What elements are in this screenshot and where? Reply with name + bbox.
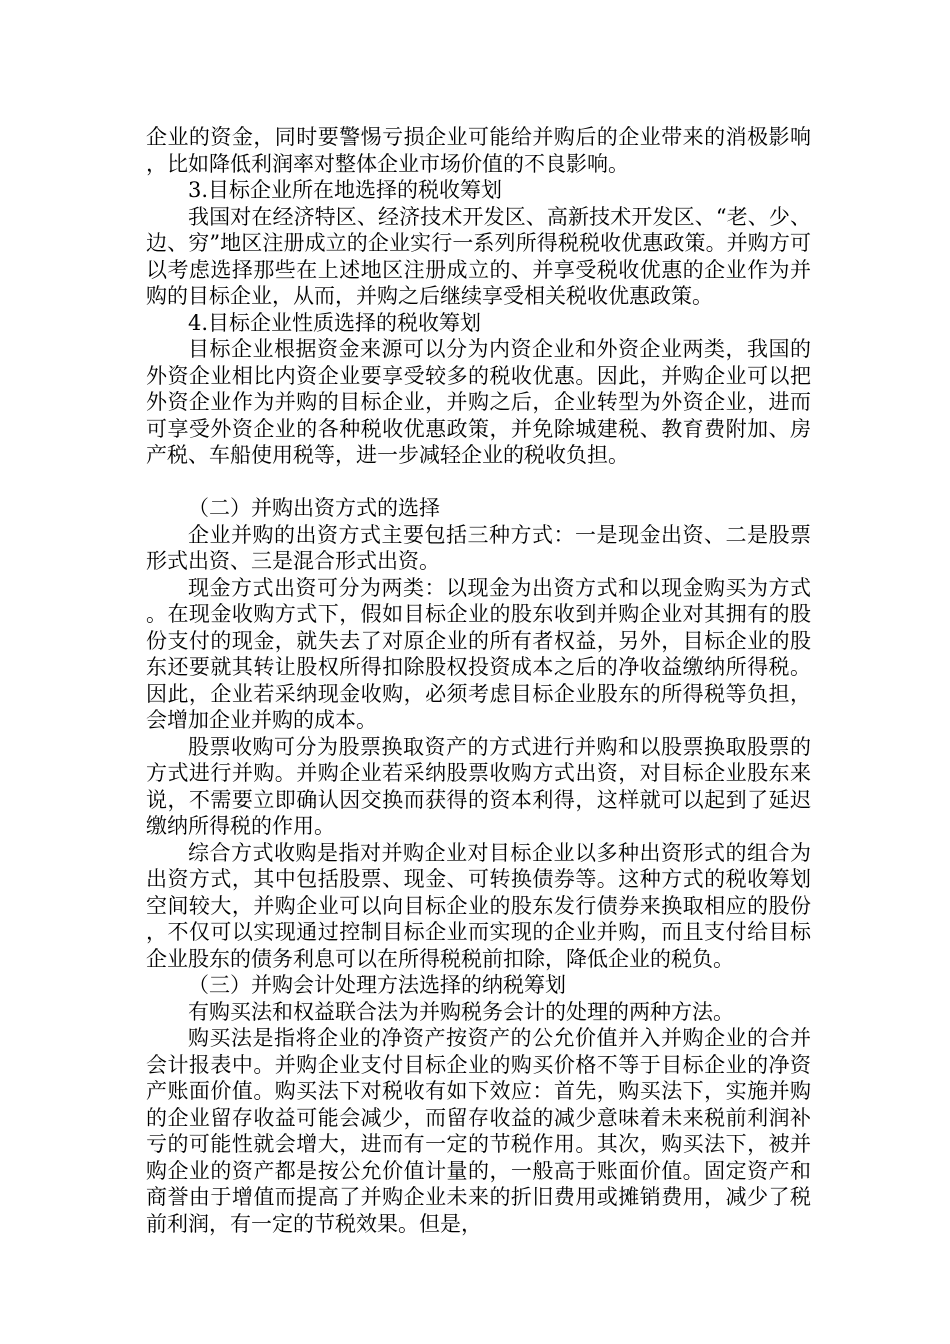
- paragraph: 现金方式出资可分为两类：以现金为出资方式和以现金购买为方式。在现金收购方式下，假如目标企业的股东收到并购企业对其拥有的股份支付的现金，就失去了对原企业的所有者权益，另外，目标企业的股东还要就其转让股权所得扣除股权投资成本之后的净收益缴纳所得税。因此，企业若采纳现金收购，必须考虑目标企业股东的所得税等负担，会增加企业并购的成本。: [146, 575, 811, 732]
- paragraph: 购买法是指将企业的净资产按资产的公允价值并入并购企业的合并会计报表中。并购企业支付目标企业的购买价格不等于目标企业的净资产账面价值。购买法下对税收有如下效应：首先，购买法下，实施并购的企业留存收益可能会减少，而留存收益的减少意味着未来税前利润补亏的可能性就会增大，进而有一定的节税作用。其次，购买法下，被并购企业的资产都是按公允价值计量的，一般高于账面价值。固定资产和商誉由于增值而提高了并购企业未来的折旧费用或摊销费用，减少了税前利润，有一定的节税效果。但是，: [146, 1026, 811, 1236]
- paragraph: 我国对在经济特区、经济技术开发区、高新技术开发区、“老、少、边、穷”地区注册成立的企业实行一系列所得税税收优惠政策。并购方可以考虑选择那些在上述地区注册成立的、并享受税收优惠的企业作为并购的目标企业，从而，并购之后继续享受相关税收优惠政策。: [146, 204, 811, 308]
- paragraph: 股票收购可分为股票换取资产的方式进行并购和以股票换取股票的方式进行并购。并购企业若采纳股票收购方式出资，对目标企业股东来说，不需要立即确认因交换而获得的资本利得，这样就可以起到了延迟缴纳所得税的作用。: [146, 734, 811, 838]
- section-heading-3-accounting: （三）并购会计处理方法选择的纳税筹划: [188, 973, 566, 997]
- paragraph: 企业并购的出资方式主要包括三种方式：一是现金出资、二是股票形式出资、三是混合形式出资。: [146, 522, 811, 573]
- paragraph: 目标企业根据资金来源可以分为内资企业和外资企业两类，我国的外资企业相比内资企业要享受较多的税收优惠。因此，并购企业可以把外资企业作为并购的目标企业，并购之后，企业转型为外资企业，进而可享受外资企业的各种税收优惠政策，并免除城建税、教育费附加、房产税、车船使用税等，进一步减轻企业的税收负担。: [146, 337, 811, 467]
- paragraph: 综合方式收购是指对并购企业对目标企业以多种出资形式的组合为出资方式，其中包括股票、现金、可转换债券等。这种方式的税收筹划空间较大，并购企业可以向目标企业的股东发行债券来换取相应的股份，不仅可以实现通过控制目标企业而实现的企业并购，而且支付给目标企业股东的债务利息可以在所得税税前扣除，降低企业的税负。: [146, 840, 811, 971]
- paragraph: 有购买法和权益联合法为并购税务会计的处理的两种方法。: [188, 999, 734, 1024]
- section-heading-3: 3.目标企业所在地选择的税收筹划: [188, 178, 503, 202]
- section-heading-2: （二）并购出资方式的选择: [188, 496, 440, 520]
- blank-line: [146, 469, 811, 496]
- document-page: [146, 124, 811, 1237]
- section-heading-4: 4.目标企业性质选择的税收筹划: [188, 310, 482, 335]
- paragraph-continuation: 企业的资金，同时要警惕亏损企业可能给并购后的企业带来的消极影响，比如降低利润率对整体企业市场价值的不良影响。: [146, 125, 811, 176]
